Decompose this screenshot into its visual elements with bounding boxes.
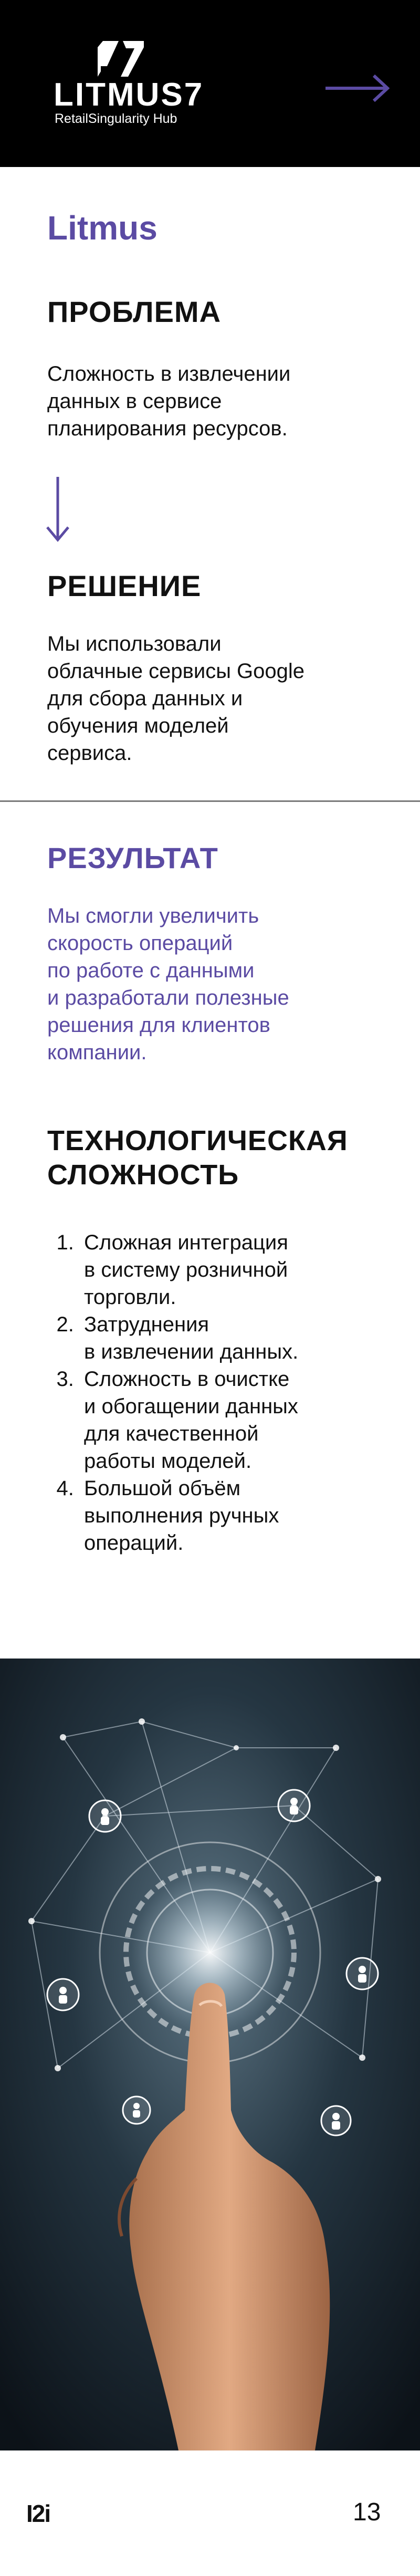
- solution-title: РЕШЕНИЕ: [47, 569, 202, 602]
- solution-text: Мы использовали облачные сервисы Google для сбора данных и обучения моделей сервиса.: [47, 632, 305, 765]
- result-text: Мы смогли увеличить скорость операций по работе с данными и разработали полезные решения для клиентов компании.: [47, 904, 289, 1064]
- tech-list: [63, 1229, 374, 1557]
- logo-name: LITMUS7: [54, 77, 204, 113]
- network-hand-illustration: [0, 1659, 420, 2450]
- list-item: 4. Большой объём выполнения ручных операций.: [80, 1475, 374, 1557]
- litmus-logo-mark-icon: [98, 41, 144, 77]
- arrow-down-icon: [46, 477, 69, 542]
- list-item: 1. Сложная интеграция в систему розничной торговли.: [80, 1229, 374, 1311]
- problem-title: ПРОБЛЕМА: [47, 295, 222, 328]
- tech-title: ТЕХНОЛОГИЧЕСКАЯ СЛОЖНОСТЬ: [47, 1125, 348, 1191]
- arrow-right-icon[interactable]: [324, 74, 390, 103]
- result-title: РЕЗУЛЬТАТ: [47, 841, 218, 874]
- logo-subtitle: RetailSingularity Hub: [55, 111, 177, 126]
- list-item: 2. Затруднения в извлечении данных.: [80, 1311, 374, 1365]
- brand-title: Litmus: [47, 209, 158, 247]
- footer-logo: I2i: [26, 2500, 50, 2527]
- list-item: 3. Сложность в очистке и обогащении данных для качественной работы моделей.: [80, 1365, 374, 1475]
- problem-text: Сложность в извлечении данных в сервисе планирования ресурсов.: [47, 362, 291, 440]
- page-number: 13: [353, 2498, 381, 2526]
- header-bar: [0, 0, 420, 167]
- section-divider: [0, 800, 420, 802]
